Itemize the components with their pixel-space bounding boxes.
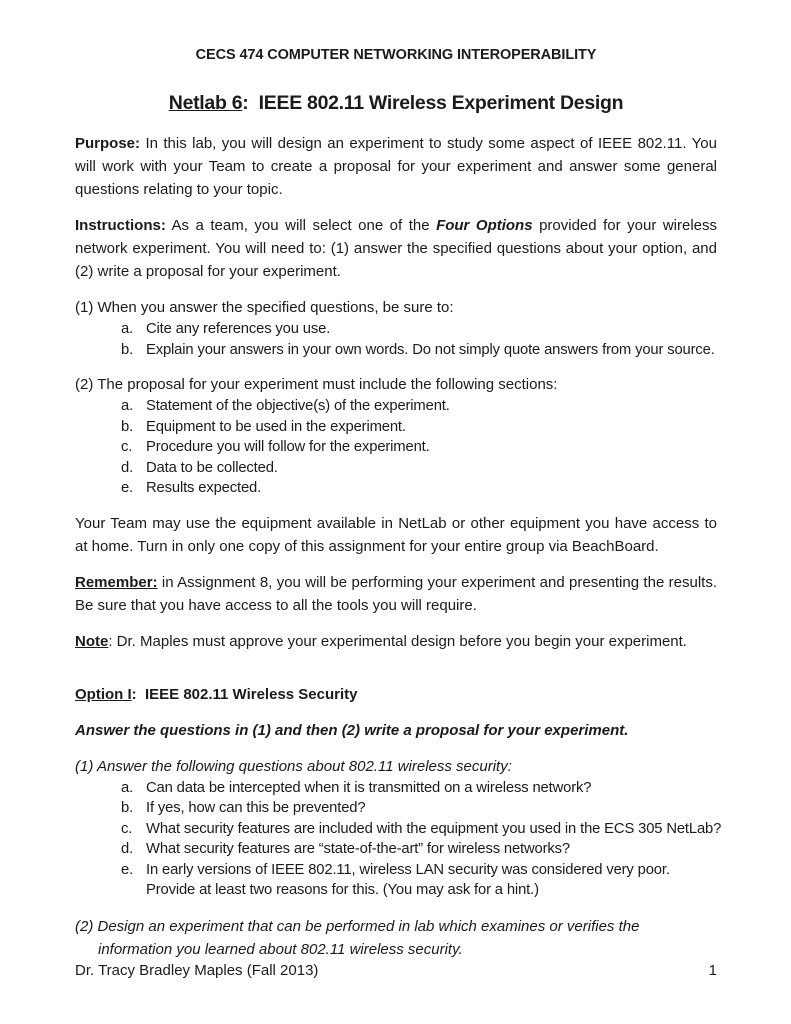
instructions-emphasis: Four Options bbox=[436, 217, 533, 234]
footer-author: Dr. Tracy Bradley Maples (Fall 2013) bbox=[75, 961, 319, 979]
instructions-text-before: As a team, you will select one of the bbox=[165, 217, 437, 234]
list-item bbox=[75, 396, 717, 417]
remember-text: in Assignment 8, you will be performing your experiment and presenting the results. Be sure that you have access to all the tools you will require. bbox=[75, 573, 717, 614]
list-item-marker: a. bbox=[121, 398, 134, 414]
list-item-marker: d. bbox=[121, 459, 134, 476]
list-item bbox=[75, 478, 717, 499]
instructions-label: Instructions: bbox=[75, 217, 166, 234]
list-item bbox=[75, 319, 717, 340]
list-item-text: Procedure you will follow for the experiment. bbox=[146, 439, 430, 455]
list-item-text: Cite any references you use. bbox=[146, 321, 331, 337]
purpose-paragraph bbox=[75, 132, 717, 201]
list-item-marker: b. bbox=[121, 418, 134, 435]
note-paragraph bbox=[75, 630, 717, 653]
option1-label: Option I bbox=[75, 685, 132, 703]
document-title bbox=[75, 92, 717, 115]
list-item-text: Data to be collected. bbox=[146, 459, 278, 476]
list-item-text: What security features are “state-of-the-art” for wireless networks? bbox=[146, 841, 570, 857]
list-item-text: Statement of the objective(s) of the experiment. bbox=[146, 398, 450, 414]
list-item bbox=[75, 437, 717, 458]
list1-intro: (1) When you answer the specified questions, be sure to: bbox=[75, 299, 454, 316]
title-underlined-part: Netlab 6 bbox=[168, 92, 243, 114]
instructions-paragraph bbox=[75, 214, 717, 283]
list-item-text: Equipment to be used in the experiment. bbox=[146, 418, 406, 435]
list-item bbox=[75, 458, 717, 479]
course-header: CECS 474 COMPUTER NETWORKING INTEROPERABILITY bbox=[195, 47, 597, 63]
list-item bbox=[75, 778, 717, 799]
note-label: Note bbox=[75, 632, 109, 650]
list-item-text: What security features are included with the equipment you used in the ECS 305 NetLab? bbox=[146, 820, 722, 837]
list-item bbox=[75, 860, 717, 901]
list-item bbox=[75, 340, 717, 361]
list-item-marker: d. bbox=[121, 841, 134, 857]
list-item-marker: a. bbox=[121, 321, 134, 337]
q2-paragraph: (2) Design an experiment that can be performed in lab which examines or verifies the information you learned about 802.11 wireless security. bbox=[75, 917, 640, 958]
q1-intro: (1) Answer the following questions about 802.11 wireless security: bbox=[75, 757, 512, 775]
option1-heading bbox=[75, 683, 717, 706]
list-item-text: Explain your answers in your own words. Do not simply quote answers from your source. bbox=[146, 341, 715, 358]
list-item-marker: c. bbox=[121, 439, 133, 455]
instructions-text-after: provided for your wireless network experiment. You will need to: (1) answer the specified questions about your option, and (2) write a proposal for your experiment. bbox=[75, 217, 718, 280]
page-footer bbox=[75, 961, 717, 981]
remember-label: Remember: bbox=[75, 573, 158, 591]
list-item-marker: b. bbox=[121, 800, 134, 816]
note-text: : Dr. Maples must approve your experimental design before you begin your experiment. bbox=[108, 632, 687, 650]
proposal-sections-list bbox=[75, 373, 717, 499]
list-item-marker: a. bbox=[121, 779, 134, 796]
list-item-marker: c. bbox=[121, 820, 133, 837]
list-item-marker: b. bbox=[121, 341, 134, 358]
list-item-text: In early versions of IEEE 802.11, wireless LAN security was considered very poor. Provide at least two reasons for this. (You may ask for a hint.) bbox=[146, 861, 670, 898]
list-item-marker: e. bbox=[121, 480, 134, 496]
title-rest: : IEEE 802.11 Wireless Experiment Design bbox=[242, 92, 624, 114]
questions-guidelines-list bbox=[75, 296, 717, 360]
list-item-marker: e. bbox=[121, 861, 134, 878]
footer-page-number: 1 bbox=[708, 961, 717, 979]
team-equipment-paragraph: Your Team may use the equipment available in NetLab or other equipment you have access to at home. Turn in only one copy of this assignment for your entire group via BeachBoard. bbox=[75, 514, 717, 555]
list2-intro: (2) The proposal for your experiment must include the following sections: bbox=[75, 376, 558, 393]
list-item bbox=[75, 417, 717, 438]
list-item-text: Can data be intercepted when it is transmitted on a wireless network? bbox=[146, 779, 592, 796]
security-questions-list bbox=[75, 755, 722, 901]
answer-instruction: Answer the questions in (1) and then (2) write a proposal for your experiment. bbox=[75, 721, 629, 739]
option1-rest: : IEEE 802.11 Wireless Security bbox=[131, 685, 358, 703]
list-item bbox=[75, 839, 717, 860]
purpose-text: In this lab, you will design an experiment to study some aspect of IEEE 802.11. You will work with your Team to create a proposal for your experiment and answer some general questions relating to your topic. bbox=[75, 135, 717, 198]
list-item-text: If yes, how can this be prevented? bbox=[146, 800, 366, 816]
remember-paragraph bbox=[75, 571, 717, 617]
list-item bbox=[75, 798, 717, 819]
purpose-label: Purpose: bbox=[75, 135, 141, 152]
list-item bbox=[75, 819, 722, 840]
list-item-text: Results expected. bbox=[146, 480, 262, 496]
